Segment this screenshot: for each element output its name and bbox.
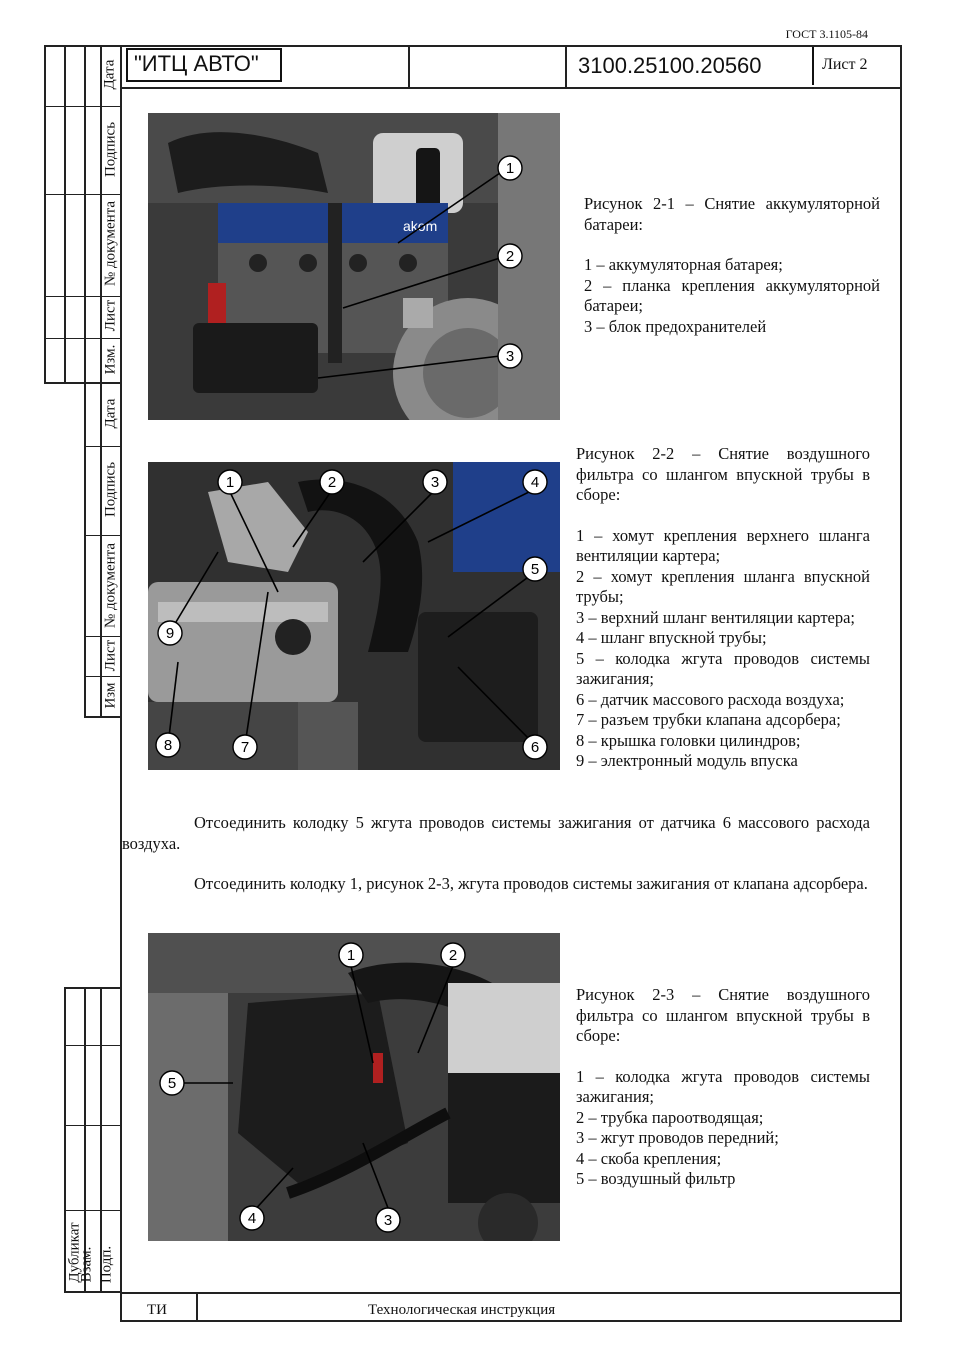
stamp-signed-label: Подп.	[98, 1245, 115, 1284]
instruction-paragraph: Отсоединить колодку 1, рисунок 2-3, жгута проводов системы зажигания от клапана адсорбера.	[194, 874, 868, 893]
callout-5: 5	[167, 1075, 177, 1092]
footer-divider	[196, 1292, 198, 1322]
figure2-item: 6 – датчик массового расхода воздуха;	[576, 689, 845, 709]
stamp-line	[64, 1125, 121, 1126]
callout-9: 9	[165, 625, 175, 642]
stamp-change-label: Изм.	[102, 344, 119, 375]
figure3-callouts	[148, 933, 560, 1241]
header-divider-2	[565, 45, 567, 88]
stamp-date-label: Дата	[102, 398, 119, 429]
figure1-title: Рисунок 2-1 – Снятие аккумуляторной батареи:	[584, 194, 880, 234]
stamp-docnum-label: № документа	[102, 542, 119, 629]
stamp-replace-label: Взам.	[78, 1246, 95, 1283]
battery-brand-text: akom	[403, 218, 438, 234]
stamp-sheet-label: Лист	[102, 299, 119, 332]
figure3-item: 2 – трубка пароотводящая;	[576, 1107, 764, 1127]
stamp-date-label: Дата	[101, 59, 118, 90]
callout-3: 3	[505, 348, 515, 365]
company-name: "ИТЦ АВТО"	[134, 51, 259, 76]
figure3-item: 5 – воздушный фильтр	[576, 1169, 736, 1188]
stamp-line	[64, 1210, 121, 1211]
callout-4: 4	[247, 1210, 257, 1227]
callout-8: 8	[163, 737, 173, 754]
sheet-label: Лист 2	[822, 56, 868, 73]
stamp-line	[44, 45, 46, 383]
figure2-item: 4 – шланг впускной трубы;	[576, 628, 767, 647]
stamp-signature-label: Подпись	[102, 121, 119, 178]
stamp-signature-label: Подпись	[102, 461, 119, 518]
stamp-docnum-label: № документа	[102, 200, 119, 287]
footer-code: ТИ	[147, 1302, 167, 1318]
callout-2: 2	[448, 947, 458, 964]
frame-left	[120, 45, 122, 1322]
figure2-item: 5 – колодка жгута проводов системы зажигания;	[576, 648, 870, 688]
callout-6: 6	[530, 739, 540, 756]
gost-label: ГОСТ 3.1105-84	[785, 27, 868, 41]
figure3-item: 1 – колодка жгута проводов системы зажигания;	[576, 1066, 870, 1106]
callout-7: 7	[240, 739, 250, 756]
instruction-paragraph: Отсоединить колодку 5 жгута проводов системы зажигания от датчика 6 массового расхода воздуха.	[122, 813, 870, 853]
figure2-item: 9 – электронный модуль впуска	[576, 751, 798, 770]
figure2-title: Рисунок 2-2 – Снятие воздушного фильтра со шлангом впускной трубы в сборе:	[576, 444, 870, 504]
frame-top	[120, 45, 901, 47]
figure3-caption	[576, 985, 870, 1190]
callout-4: 4	[530, 474, 540, 491]
stamp-change-label: Изм	[102, 682, 119, 709]
figure1-item: 1 – аккумуляторная батарея;	[584, 255, 783, 274]
stamp-duplicate-label: Дубликат	[66, 1222, 83, 1283]
callout-3: 3	[383, 1212, 393, 1229]
callout-2: 2	[505, 248, 515, 265]
footer-top-line	[120, 1292, 901, 1294]
frame-right	[900, 45, 902, 1322]
figure2-item: 2 – хомут крепления шланга впускной трубы;	[576, 566, 870, 606]
stamp-line	[84, 45, 86, 717]
header-bottom-line	[120, 87, 901, 89]
callout-5: 5	[530, 561, 540, 578]
stamp-line	[64, 987, 121, 989]
callout-3: 3	[430, 474, 440, 491]
callout-2: 2	[327, 474, 337, 491]
figure3-item: 4 – скоба крепления;	[576, 1148, 722, 1168]
figure2-caption	[576, 444, 870, 772]
figure2-item: 7 – разъем трубки клапана адсорбера;	[576, 710, 841, 729]
figure1-caption	[584, 194, 880, 337]
callout-1: 1	[505, 160, 515, 177]
figure2-item: 3 – верхний шланг вентиляции картера;	[576, 607, 856, 627]
callout-1: 1	[225, 474, 235, 491]
figure1-callouts	[148, 113, 560, 420]
callout-1: 1	[346, 947, 356, 964]
stamp-line	[64, 1045, 121, 1046]
footer-title: Технологическая инструкция	[368, 1302, 556, 1318]
stamp-sheet-label: Лист	[102, 639, 119, 672]
figure3-title: Рисунок 2-3 – Снятие воздушного фильтра со шлангом впускной трубы в сборе:	[576, 985, 870, 1045]
figure1-item: 3 – блок предохранителей	[584, 316, 767, 336]
frame-bottom	[120, 1320, 901, 1322]
figure2-item: 8 – крышка головки цилиндров;	[576, 730, 801, 750]
figure2-item: 1 – хомут крепления верхнего шланга вентиляции картера;	[576, 525, 870, 565]
figure2-callouts	[148, 462, 560, 770]
stamp-line	[64, 45, 66, 383]
figure1-item: 2 – планка крепления аккумуляторной батареи;	[584, 275, 880, 315]
document-number: 3100.25100.20560	[578, 53, 762, 78]
figure3-item: 3 – жгут проводов передний;	[576, 1128, 779, 1147]
header-divider-1	[408, 45, 410, 88]
